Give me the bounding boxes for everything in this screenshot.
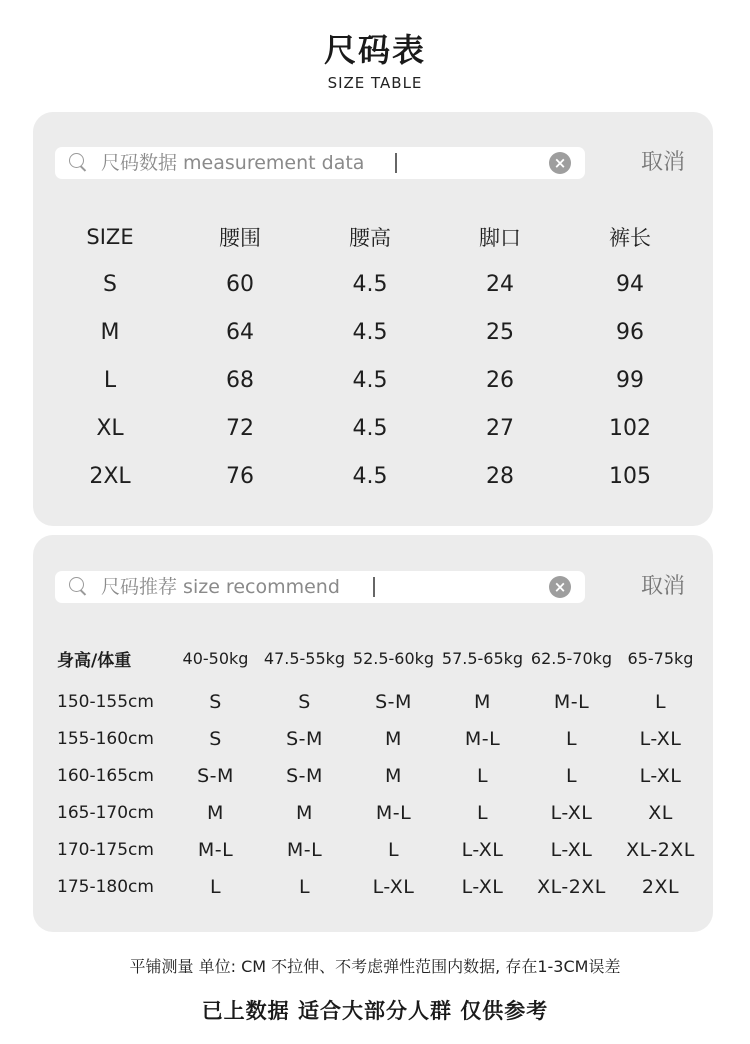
measurement-panel	[33, 112, 713, 526]
table-cell: M-L	[464, 727, 501, 750]
table-cell: M-L	[197, 838, 234, 861]
table-cell: 60	[226, 271, 254, 297]
table-cell: 4.5	[352, 319, 388, 345]
column-header: 裤长	[609, 226, 651, 250]
table-cell: S-M	[197, 764, 234, 787]
measurement-search-input[interactable]	[55, 147, 585, 179]
table-cell: XL-2XL	[537, 875, 606, 898]
table-cell: 28	[486, 463, 514, 489]
table-cell: XL	[96, 415, 124, 441]
table-cell: XL-2XL	[626, 838, 695, 861]
table-cell: 76	[226, 463, 254, 489]
recommend-table	[45, 637, 705, 905]
table-row	[45, 260, 695, 308]
measurement-table	[45, 214, 695, 500]
table-cell: L-XL	[550, 801, 593, 824]
table-header-row	[45, 637, 705, 679]
table-cell: L	[209, 875, 222, 898]
table-row	[45, 683, 705, 720]
recommend-search-input[interactable]	[55, 571, 585, 603]
table-cell: 24	[486, 271, 514, 297]
table-cell: L-XL	[550, 838, 593, 861]
column-header: 47.5-55kg	[263, 648, 346, 668]
page-subtitle: SIZE TABLE	[327, 74, 423, 92]
table-cell: L	[476, 801, 489, 824]
table-cell: S	[209, 690, 222, 713]
column-header: 57.5-65kg	[441, 648, 524, 668]
table-cell: L	[103, 367, 117, 393]
footer-text: 已上数据 适合大部分人群 仅供参考	[201, 999, 549, 1023]
table-row	[45, 757, 705, 794]
table-cell: XL	[648, 801, 673, 824]
table-cell: M	[207, 801, 224, 824]
clear-icon[interactable]: ×	[549, 576, 571, 598]
table-cell: M	[296, 801, 313, 824]
row-header: 170-175cm	[57, 839, 154, 860]
recommend-cancel-button[interactable]: 取消	[641, 574, 686, 599]
table-cell: 2XL	[89, 463, 131, 489]
row-header: 165-170cm	[57, 802, 154, 823]
table-cell: L	[654, 690, 667, 713]
table-cell: 96	[616, 319, 644, 345]
clear-icon[interactable]: ×	[549, 152, 571, 174]
recommend-panel	[33, 535, 713, 932]
table-cell: S	[298, 690, 311, 713]
search-icon	[69, 153, 87, 173]
table-cell: L	[387, 838, 400, 861]
table-cell: 25	[486, 319, 514, 345]
table-cell: S-M	[286, 764, 323, 787]
table-cell: L-XL	[461, 875, 504, 898]
table-cell: 27	[486, 415, 514, 441]
table-cell: M	[474, 690, 491, 713]
measurement-search-text: 尺码数据 measurement data	[101, 152, 365, 174]
column-header: SIZE	[86, 225, 134, 249]
table-row	[45, 868, 705, 905]
table-row	[45, 720, 705, 757]
table-cell: M-L	[553, 690, 590, 713]
table-cell: S-M	[286, 727, 323, 750]
column-header: 40-50kg	[182, 648, 249, 668]
table-cell: M	[385, 764, 402, 787]
table-row	[45, 308, 695, 356]
table-cell: M-L	[375, 801, 412, 824]
text-caret	[373, 577, 375, 597]
table-cell: 2XL	[641, 875, 680, 898]
table-cell: M	[100, 319, 120, 345]
table-row	[45, 356, 695, 404]
column-header: 脚口	[479, 226, 521, 250]
table-cell: 4.5	[352, 271, 388, 297]
table-cell: 99	[616, 367, 644, 393]
measurement-note: 平铺测量 单位: CM 不拉伸、不考虑弹性范围内数据, 存在1-3CM误差	[129, 957, 621, 976]
corner-header: 身高/体重	[57, 650, 132, 671]
table-cell: L-XL	[639, 764, 682, 787]
table-cell: 4.5	[352, 367, 388, 393]
column-header: 腰高	[349, 226, 391, 250]
table-row	[45, 831, 705, 868]
table-cell: S-M	[375, 690, 412, 713]
table-cell: 105	[609, 463, 651, 489]
table-cell: 4.5	[352, 463, 388, 489]
table-row	[45, 404, 695, 452]
table-cell: 68	[226, 367, 254, 393]
table-cell: 26	[486, 367, 514, 393]
table-header-row	[45, 214, 695, 260]
table-cell: 72	[226, 415, 254, 441]
table-cell: M-L	[286, 838, 323, 861]
table-cell: L	[565, 727, 578, 750]
column-header: 62.5-70kg	[530, 648, 613, 668]
header	[0, 28, 750, 92]
table-row	[45, 794, 705, 831]
row-header: 175-180cm	[57, 876, 154, 897]
search-icon	[69, 577, 87, 597]
table-cell: S	[103, 271, 117, 297]
table-cell: L	[476, 764, 489, 787]
column-header: 腰围	[219, 226, 261, 250]
table-cell: M	[385, 727, 402, 750]
measurement-cancel-button[interactable]: 取消	[641, 150, 686, 175]
row-header: 155-160cm	[57, 728, 154, 749]
table-cell: L-XL	[461, 838, 504, 861]
table-cell: L-XL	[639, 727, 682, 750]
column-header: 65-75kg	[627, 648, 694, 668]
table-row	[45, 452, 695, 500]
table-cell: 102	[609, 415, 651, 441]
column-header: 52.5-60kg	[352, 648, 435, 668]
table-cell: 4.5	[352, 415, 388, 441]
table-cell: L	[298, 875, 311, 898]
table-cell: S	[209, 727, 222, 750]
text-caret	[395, 153, 397, 173]
table-cell: L	[565, 764, 578, 787]
table-cell: 64	[226, 319, 254, 345]
row-header: 150-155cm	[57, 691, 154, 712]
recommend-search-text: 尺码推荐 size recommend	[101, 576, 340, 598]
table-cell: 94	[616, 271, 644, 297]
row-header: 160-165cm	[57, 765, 154, 786]
page-title: 尺码表	[323, 31, 426, 69]
table-cell: L-XL	[372, 875, 415, 898]
